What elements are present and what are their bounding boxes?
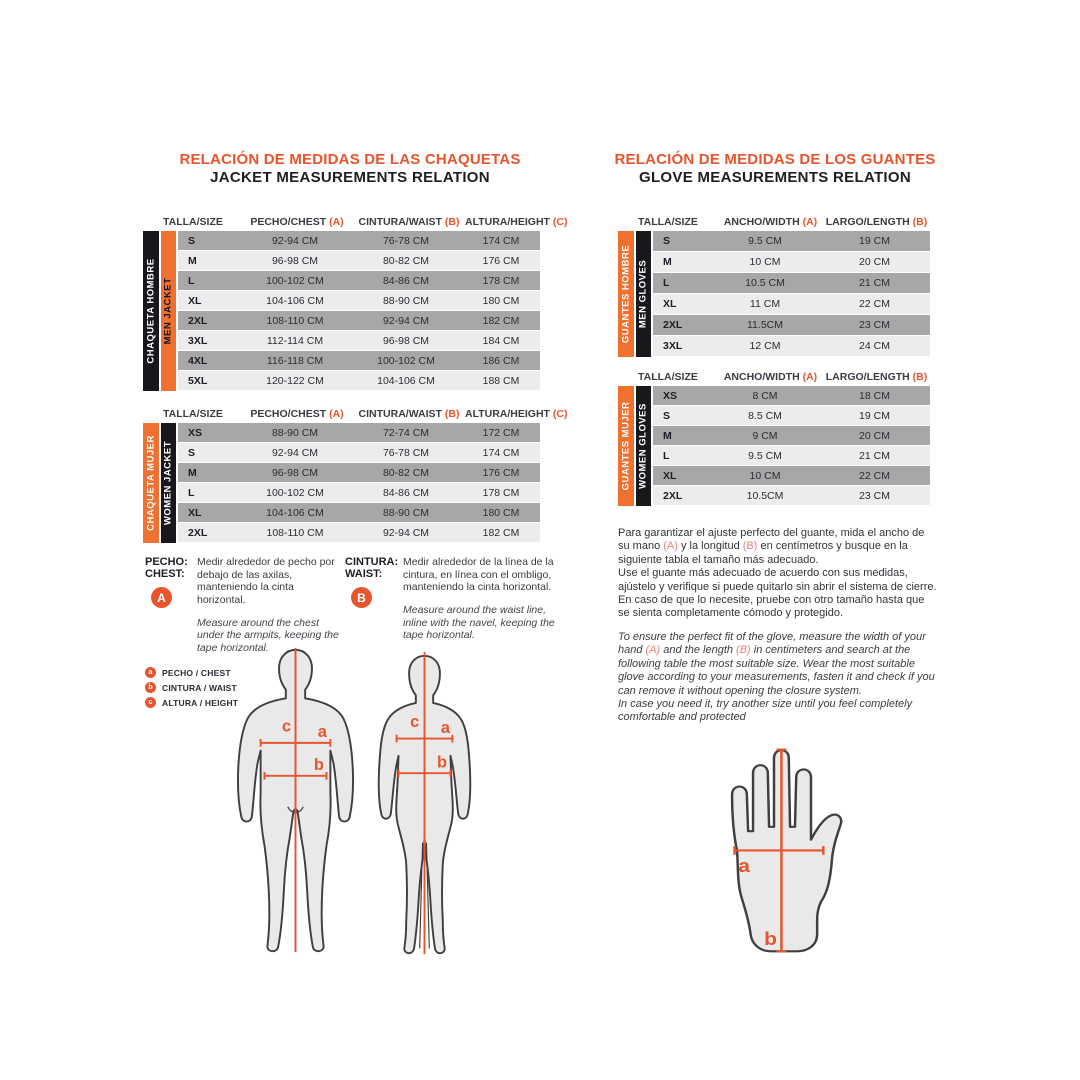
value-cell: 21 CM — [859, 449, 890, 462]
table-row — [178, 483, 540, 503]
size-cell: 5XL — [188, 374, 208, 387]
men-gloves-side-bar-orange — [618, 231, 634, 357]
header-chest-letter: (A) — [329, 216, 344, 228]
waist-instruction — [345, 556, 565, 665]
value-cell: 116-118 CM — [266, 354, 324, 367]
men-jacket-table — [143, 209, 568, 391]
jacket-title-spanish: RELACIÓN DE MEDIDAS DE LAS CHAQUETAS — [179, 151, 521, 168]
header-height — [465, 408, 568, 420]
value-cell: 176 CM — [482, 466, 520, 479]
value-cell: 92-94 CM — [271, 446, 319, 459]
value-cell: 11 CM — [749, 298, 781, 310]
men-jacket-table-header — [163, 209, 568, 231]
header-height-letter: (C) — [552, 408, 568, 420]
table-row — [653, 426, 930, 446]
header-length-letter: (B) — [912, 216, 928, 228]
value-cell: 178 CM — [482, 274, 520, 287]
male-letter-c: c — [281, 717, 292, 736]
header-size: TALLA/SIZE — [638, 371, 698, 383]
jacket-title-english: JACKET MEASUREMENTS RELATION — [210, 169, 490, 186]
women-gloves-side-bar-black — [636, 386, 652, 506]
table-row — [653, 486, 930, 506]
header-waist-label: CINTURA/WAIST — [358, 216, 442, 228]
table-row — [178, 291, 540, 311]
men-jacket-side-labels — [143, 231, 178, 391]
value-cell: 76-78 CM — [382, 234, 430, 247]
header-width — [718, 216, 823, 228]
size-cell: 2XL — [663, 489, 683, 502]
value-cell: 88-90 CM — [382, 506, 430, 519]
table-row — [178, 271, 540, 291]
table-row — [178, 251, 540, 271]
value-cell: 88-90 CM — [271, 426, 319, 439]
size-cell: S — [188, 234, 196, 247]
chest-instruction-labels — [145, 556, 197, 665]
female-body-silhouette — [352, 650, 497, 958]
text-segment: y la longitud — [677, 540, 743, 553]
men-gloves-table — [618, 209, 930, 357]
table-row — [653, 466, 930, 486]
men-gloves-table-header — [638, 209, 930, 231]
value-cell: 10.5CM — [746, 489, 784, 502]
value-cell: 188 CM — [482, 374, 520, 387]
value-cell: 12 CM — [749, 340, 781, 352]
value-cell: 100-102 CM — [377, 354, 435, 367]
header-chest — [241, 216, 353, 228]
male-letter-a: a — [317, 723, 327, 742]
waist-badge-b: B — [351, 587, 372, 608]
value-cell: 186 CM — [482, 354, 520, 367]
value-cell: 19 CM — [859, 409, 890, 422]
table-row — [653, 252, 930, 273]
legend-badge-c: c — [145, 697, 156, 708]
header-chest-letter: (A) — [329, 408, 344, 420]
value-cell: 184 CM — [482, 334, 520, 347]
header-length — [823, 216, 930, 228]
value-cell: 8 CM — [752, 389, 778, 402]
value-cell: 178 CM — [482, 486, 520, 499]
value-cell: 182 CM — [482, 314, 520, 327]
glove-fit-text-spanish — [618, 527, 938, 621]
chest-badge-a: A — [151, 587, 172, 608]
value-cell: 104-106 CM — [377, 374, 435, 387]
jacket-title-block — [140, 151, 560, 187]
value-cell: 9 CM — [752, 429, 778, 442]
glove-fit-spanish-p2: Use el guante más adecuado de acuerdo con sus medidas, ajústelo y verifique si puede quitarlo sin abrir el sistema de cierre. En caso de que lo necesite, pruebe con otro tamaño hasta que se sienta completamente cómodo y protegido. — [618, 567, 937, 620]
value-cell: 19 CM — [859, 235, 890, 247]
table-row — [178, 463, 540, 483]
value-cell: 96-98 CM — [271, 254, 319, 267]
size-cell: M — [663, 429, 672, 442]
waist-label-es: CINTURA: — [345, 556, 399, 568]
male-body-silhouette — [218, 645, 373, 957]
value-cell: 10 CM — [749, 256, 781, 268]
table-row — [178, 351, 540, 371]
size-cell: M — [188, 254, 197, 267]
value-cell: 176 CM — [482, 254, 520, 267]
header-length-letter: (B) — [912, 371, 928, 383]
legend-label-height: ALTURA / HEIGHT — [162, 697, 239, 708]
chest-label-en: CHEST: — [145, 568, 185, 580]
table-row — [653, 446, 930, 466]
chest-instruction-english: Measure around the chest under the armpits, keeping the tape horizontal. — [197, 616, 339, 654]
men-gloves-rows — [653, 231, 930, 357]
hand-illustration — [700, 741, 885, 961]
size-cell: XL — [188, 506, 202, 519]
letter-b-ref: (B) — [736, 644, 751, 657]
value-cell: 72-74 CM — [382, 426, 430, 439]
legend-label-chest: PECHO / CHEST — [162, 667, 231, 678]
header-waist — [353, 216, 465, 228]
chest-instruction-spanish: Medir alrededor de pecho por debajo de las axilas, manteniendo la cinta horizontal. — [197, 556, 335, 606]
text-segment: and the length — [660, 644, 737, 657]
size-cell: M — [188, 466, 197, 479]
table-row — [653, 315, 930, 336]
value-cell: 174 CM — [482, 234, 520, 247]
table-row — [653, 336, 930, 357]
female-letter-b: b — [437, 753, 448, 772]
text-segment: en centímetros y busque en la siguiente tabla el tamaño más adecuado. — [618, 540, 908, 566]
value-cell: 80-82 CM — [382, 466, 430, 479]
header-height-letter: (C) — [552, 216, 568, 228]
table-row — [178, 371, 540, 391]
text-segment: To ensure the perfect fit of the glove, measure the width of your hand — [618, 631, 926, 657]
value-cell: 88-90 CM — [382, 294, 430, 307]
header-waist-label: CINTURA/WAIST — [358, 408, 442, 420]
value-cell: 100-102 CM — [266, 486, 324, 499]
female-letter-c: c — [410, 713, 420, 731]
men-gloves-side-labels — [618, 231, 653, 357]
size-cell: 4XL — [188, 354, 208, 367]
glove-fit-english-p1 — [618, 631, 938, 698]
text-segment: Para garantizar el ajuste perfecto del guante, mida el ancho de su mano — [618, 527, 925, 553]
header-length-label: LARGO/LENGTH — [825, 371, 910, 383]
value-cell: 174 CM — [482, 446, 520, 459]
size-cell: 2XL — [188, 526, 208, 539]
value-cell: 108-110 CM — [266, 526, 324, 539]
glove-title-block — [610, 151, 940, 187]
value-cell: 92-94 CM — [382, 526, 430, 539]
table-row — [178, 443, 540, 463]
waist-instruction-spanish: Medir alrededor de la línea de la cintura, en línea con el ombligo, manteniendo la cinta horizontal. — [403, 556, 554, 593]
header-size: TALLA/SIZE — [163, 408, 223, 420]
table-row — [178, 231, 540, 251]
value-cell: 80-82 CM — [382, 254, 430, 267]
value-cell: 9.5 CM — [748, 449, 782, 462]
men-jacket-rows — [178, 231, 540, 391]
size-cell: XS — [188, 426, 203, 439]
header-height-label: ALTURA/HEIGHT — [465, 216, 550, 228]
value-cell: 180 CM — [482, 506, 520, 519]
size-cell: L — [663, 277, 670, 289]
hand-letter-b: b — [764, 929, 777, 950]
value-cell: 18 CM — [859, 389, 890, 402]
men-gloves-side-bar-black — [636, 231, 652, 357]
size-cell: L — [188, 486, 195, 499]
value-cell: 11.5CM — [747, 319, 783, 331]
glove-title-spanish: RELACIÓN DE MEDIDAS DE LOS GUANTES — [614, 151, 936, 168]
value-cell: 10.5 CM — [745, 277, 785, 289]
header-width-letter: (A) — [802, 371, 818, 383]
value-cell: 20 CM — [859, 256, 890, 268]
value-cell: 96-98 CM — [271, 466, 319, 479]
size-cell: L — [188, 274, 195, 287]
header-size: TALLA/SIZE — [163, 216, 223, 228]
value-cell: 23 CM — [859, 319, 890, 331]
value-cell: 92-94 CM — [271, 234, 319, 247]
value-cell: 120-122 CM — [266, 374, 324, 387]
header-width-label: ANCHO/WIDTH — [723, 371, 800, 383]
women-gloves-label-es: GUANTES MUJER — [620, 401, 632, 491]
size-cell: S — [663, 235, 671, 247]
men-gloves-label-es: GUANTES HOMBRE — [620, 244, 632, 344]
waist-instruction-english: Measure around the waist line, inline with the navel, keeping the tape horizontal. — [403, 604, 555, 641]
women-jacket-side-bar-orange — [143, 423, 159, 543]
header-width-label: ANCHO/WIDTH — [723, 216, 800, 228]
glove-fit-english-p2: In case you need it, try another size until you feel completely comfortable and protected — [618, 698, 913, 724]
table-row — [178, 523, 540, 543]
value-cell: 76-78 CM — [382, 446, 430, 459]
men-jacket-label-en: MEN JACKET — [162, 277, 174, 345]
women-gloves-table-header — [638, 364, 930, 386]
table-row — [653, 386, 930, 406]
women-jacket-rows — [178, 423, 540, 543]
letter-a-ref: (A) — [645, 644, 661, 657]
header-waist-letter: (B) — [444, 408, 460, 420]
header-height-label: ALTURA/HEIGHT — [465, 408, 550, 420]
size-cell: XL — [663, 469, 677, 482]
glove-fit-text-english — [618, 631, 938, 725]
size-cell: S — [663, 409, 671, 422]
women-jacket-label-en: WOMEN JACKET — [162, 440, 174, 526]
women-jacket-table — [143, 401, 568, 543]
value-cell: 84-86 CM — [382, 486, 430, 499]
header-chest-label: PECHO/CHEST — [250, 408, 327, 420]
header-waist — [353, 408, 465, 420]
glove-title-english: GLOVE MEASUREMENTS RELATION — [639, 169, 911, 186]
table-row — [178, 311, 540, 331]
letter-b-ref: (B) — [742, 540, 758, 553]
hand-letter-a: a — [738, 856, 750, 877]
table-row — [653, 231, 930, 252]
women-gloves-side-bar-orange — [618, 386, 634, 506]
women-gloves-table — [618, 364, 930, 506]
size-cell: M — [663, 256, 672, 268]
value-cell: 8.5 CM — [748, 409, 782, 422]
table-row — [178, 503, 540, 523]
chest-label-es: PECHO: — [145, 556, 188, 568]
size-cell: S — [188, 446, 196, 459]
size-cell: XS — [663, 389, 678, 402]
value-cell: 108-110 CM — [266, 314, 324, 327]
size-cell: 3XL — [188, 334, 208, 347]
header-chest — [241, 408, 353, 420]
size-cell: XL — [663, 298, 677, 310]
men-gloves-label-en: MEN GLOVES — [637, 259, 649, 329]
table-row — [178, 423, 540, 443]
value-cell: 21 CM — [859, 277, 890, 289]
male-letter-b: b — [313, 756, 324, 774]
table-row — [653, 273, 930, 294]
header-length — [823, 371, 930, 383]
header-width-letter: (A) — [802, 216, 818, 228]
women-gloves-rows — [653, 386, 930, 506]
value-cell: 96-98 CM — [382, 334, 430, 347]
waist-label-en: WAIST: — [345, 568, 383, 580]
size-cell: L — [663, 449, 670, 462]
women-jacket-side-labels — [143, 423, 178, 543]
value-cell: 24 CM — [859, 340, 890, 352]
value-cell: 104-106 CM — [266, 294, 324, 307]
women-gloves-side-labels — [618, 386, 653, 506]
size-cell: 2XL — [663, 319, 683, 331]
table-row — [653, 294, 930, 315]
value-cell: 180 CM — [482, 294, 520, 307]
value-cell: 20 CM — [859, 429, 890, 442]
header-height — [465, 216, 568, 228]
value-cell: 22 CM — [859, 298, 890, 310]
women-jacket-side-bar-black — [161, 423, 177, 543]
value-cell: 10 CM — [749, 469, 781, 482]
value-cell: 104-106 CM — [266, 506, 324, 519]
glove-fit-spanish-p1 — [618, 527, 938, 567]
letter-a-ref: (A) — [663, 540, 678, 553]
value-cell: 22 CM — [859, 469, 890, 482]
value-cell: 23 CM — [859, 489, 890, 502]
legend-badge-b: b — [145, 682, 156, 693]
legend-label-waist: CINTURA / WAIST — [162, 682, 237, 693]
header-chest-label: PECHO/CHEST — [250, 216, 327, 228]
women-gloves-label-en: WOMEN GLOVES — [637, 403, 649, 489]
women-jacket-table-header — [163, 401, 568, 423]
men-jacket-side-bar-orange — [161, 231, 177, 391]
value-cell: 84-86 CM — [382, 274, 430, 287]
header-width — [718, 371, 823, 383]
value-cell: 9.5 CM — [748, 235, 782, 247]
value-cell: 92-94 CM — [382, 314, 430, 327]
header-size: TALLA/SIZE — [638, 216, 698, 228]
women-jacket-label-es: CHAQUETA MUJER — [145, 435, 157, 531]
value-cell: 172 CM — [482, 426, 520, 439]
size-cell: XL — [188, 294, 202, 307]
size-cell: 3XL — [663, 340, 683, 352]
table-row — [653, 406, 930, 426]
header-waist-letter: (B) — [444, 216, 460, 228]
text-segment: in centimeters and search at the following table the most suitable size. Wear the most suitable glove according to your measurements, fasten it and check if you can remove it without opening the closure system. — [618, 644, 935, 697]
men-jacket-side-bar-black — [143, 231, 159, 391]
size-cell: 2XL — [188, 314, 208, 327]
value-cell: 112-114 CM — [266, 334, 324, 347]
value-cell: 100-102 CM — [266, 274, 324, 287]
female-letter-a: a — [440, 718, 450, 737]
legend-badge-a: a — [145, 667, 156, 678]
value-cell: 182 CM — [482, 526, 520, 539]
header-length-label: LARGO/LENGTH — [825, 216, 910, 228]
men-jacket-label-es: CHAQUETA HOMBRE — [145, 258, 157, 364]
table-row — [178, 331, 540, 351]
